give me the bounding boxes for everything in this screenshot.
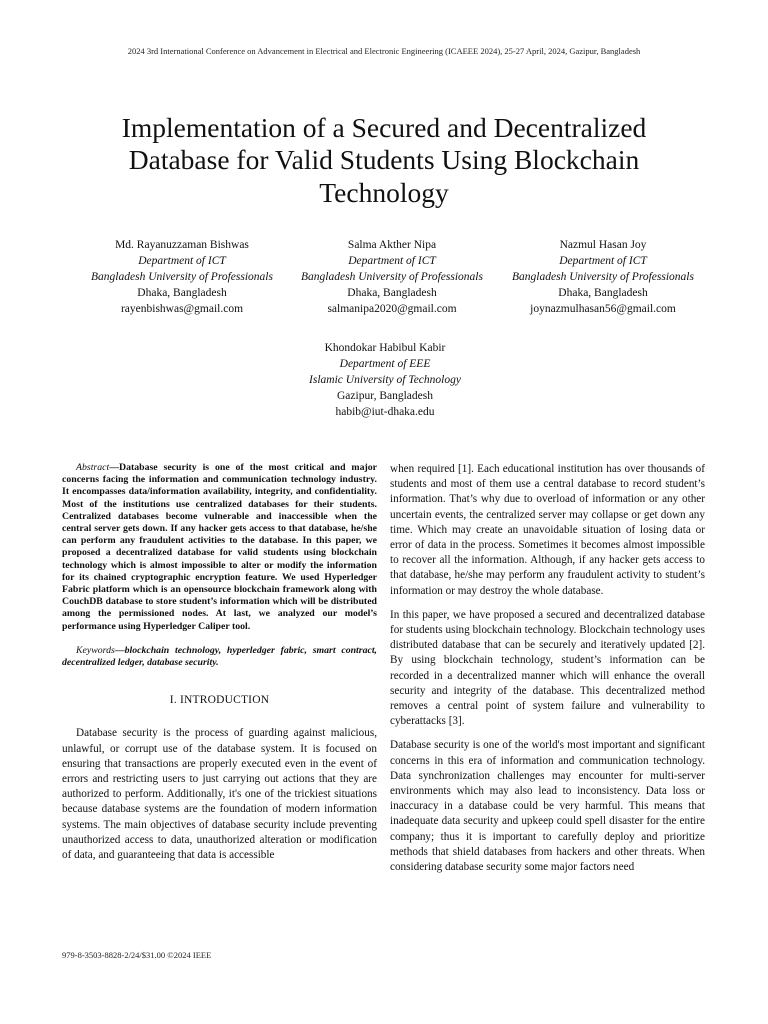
keywords-label: Keywords xyxy=(76,644,115,656)
copyright-footer: 979-8-3503-8828-2/24/$31.00 ©2024 IEEE xyxy=(62,950,212,960)
paper-title: Implementation of a Secured and Decentralized Database for Valid Students Using Blockchain Technology xyxy=(121,112,647,208)
author-institution: Bangladesh University of Professionals xyxy=(512,271,694,283)
body-paragraph: In this paper, we have proposed a secured and decentralized database for students using blockchain technology. Blockchain technology uses distributed database that can be securely and iteratively updated [2]. By using blockchain technology, student’s information can be recorded in a decentralized manner which will enhance the overall security and integrity of the database. This decentralized method removes a central point of system failure and vulnerability to cyberattacks [3]. xyxy=(390,608,705,728)
abstract xyxy=(62,462,377,633)
author-location: Gazipur, Bangladesh xyxy=(337,390,433,402)
author-institution: Bangladesh University of Professionals xyxy=(301,271,483,283)
author-email: rayenbishwas@gmail.com xyxy=(120,303,244,315)
keywords xyxy=(62,645,377,669)
author-institution: Bangladesh University of Professionals xyxy=(91,271,273,283)
body-paragraph: Database security is one of the world's most important and significant concerns in this era of information and communication technology. Data synchronization challenges may encounter for multi-server environments which may also lead to inconsistency. Data loss or inaccuracy in a database could be very harmful. This means that inadequate data security and upkeep could spell disaster for the entire company; thus it is important to carefully deploy and prioritize methods that shield databases from hackers and other threats. When considering database security some major factors need xyxy=(390,739,705,874)
body-paragraph: Database security is the process of guarding against malicious, unlawful, or corrupt use of the database system. It is focused on ensuring that transactions are properly executed even in the event of errors and restricting users to just carrying out actions that they are authorized to perform. Additionally, it's one of the trickiest situations because database systems are the foundation of modern information systems. The main objectives of database security include preventing unauthorized access to data, unauthorized alteration or modification of data, and guaranteeing that data is accessible xyxy=(62,727,377,862)
author-email: joynazmulhasan56@gmail.com xyxy=(530,303,676,315)
abstract-text: —Database security is one of the most critical and major concerns facing the information and communication technology industry. It encompasses data/information availability, integrity, and confidentiality. Most of the institutions use centralized databases for their students. Centralized databases become vulnerable and inaccessible when the central server gets down. If any hacker gets access to that database, he/she can perform any fraudulent activities to the database. In this paper, we proposed a decentralized database for valid students using blockchain technology which is almost impossible to alter or modify the information for its chained cryptographic encryption feature. We used Hyperledger Fabric platform which is an opensource blockchain framework along with CouchDB database to store student’s information which will be distributed among the permissioned nodes. At last, we analyzed our model’s performance using Hyperledger Caliper tool. xyxy=(62,462,377,632)
keywords-text: —blockchain technology, hyperledger fabric, smart contract, decentralized ledger, database security. xyxy=(62,644,377,669)
author-email: salmanipa2020@gmail.com xyxy=(327,303,457,315)
right-column xyxy=(390,462,705,884)
left-column xyxy=(62,462,377,871)
conference-header: 2024 3rd International Conference on Advancement in Electrical and Electronic Engineering (ICAEEE 2024), 25-27 April, 2024, Gazipur, Bangladesh xyxy=(127,46,641,56)
author-location: Dhaka, Bangladesh xyxy=(347,287,437,299)
author-department: Department of ICT xyxy=(559,255,647,267)
author-block xyxy=(488,237,718,317)
author-block xyxy=(277,237,507,317)
author-name: Salma Akther Nipa xyxy=(347,239,437,251)
author-department: Department of ICT xyxy=(348,255,436,267)
author-location: Dhaka, Bangladesh xyxy=(137,287,227,299)
body-paragraph: when required [1]. Each educational institution has over thousands of students and most of them use a central database to record student’s information. That’s why due to overload of information or any other uncertain events, the centralized server may collapse or get down any time. Which may create an unavoidable situation of losing data or error of data in the process. Sometimes it becomes almost impossible to recover all the information. Although, if any hacker gets access to that database, he/she may perform any fraudulent activity to student’s information or may destroy the whole database. xyxy=(390,463,705,597)
section-heading: I. INTRODUCTION xyxy=(169,694,270,707)
abstract-label: Abstract xyxy=(76,462,110,473)
author-department: Department of EEE xyxy=(339,358,431,370)
author-name: Nazmul Hasan Joy xyxy=(559,239,647,251)
author-name: Md. Rayanuzzaman Bishwas xyxy=(115,239,249,251)
author-block xyxy=(67,237,297,317)
author-institution: Islamic University of Technology xyxy=(309,374,461,386)
author-department: Department of ICT xyxy=(138,255,226,267)
author-name: Khondokar Habibul Kabir xyxy=(324,342,446,354)
author-block xyxy=(285,340,485,420)
author-location: Dhaka, Bangladesh xyxy=(558,287,648,299)
author-email: habib@iut-dhaka.edu xyxy=(335,406,435,418)
